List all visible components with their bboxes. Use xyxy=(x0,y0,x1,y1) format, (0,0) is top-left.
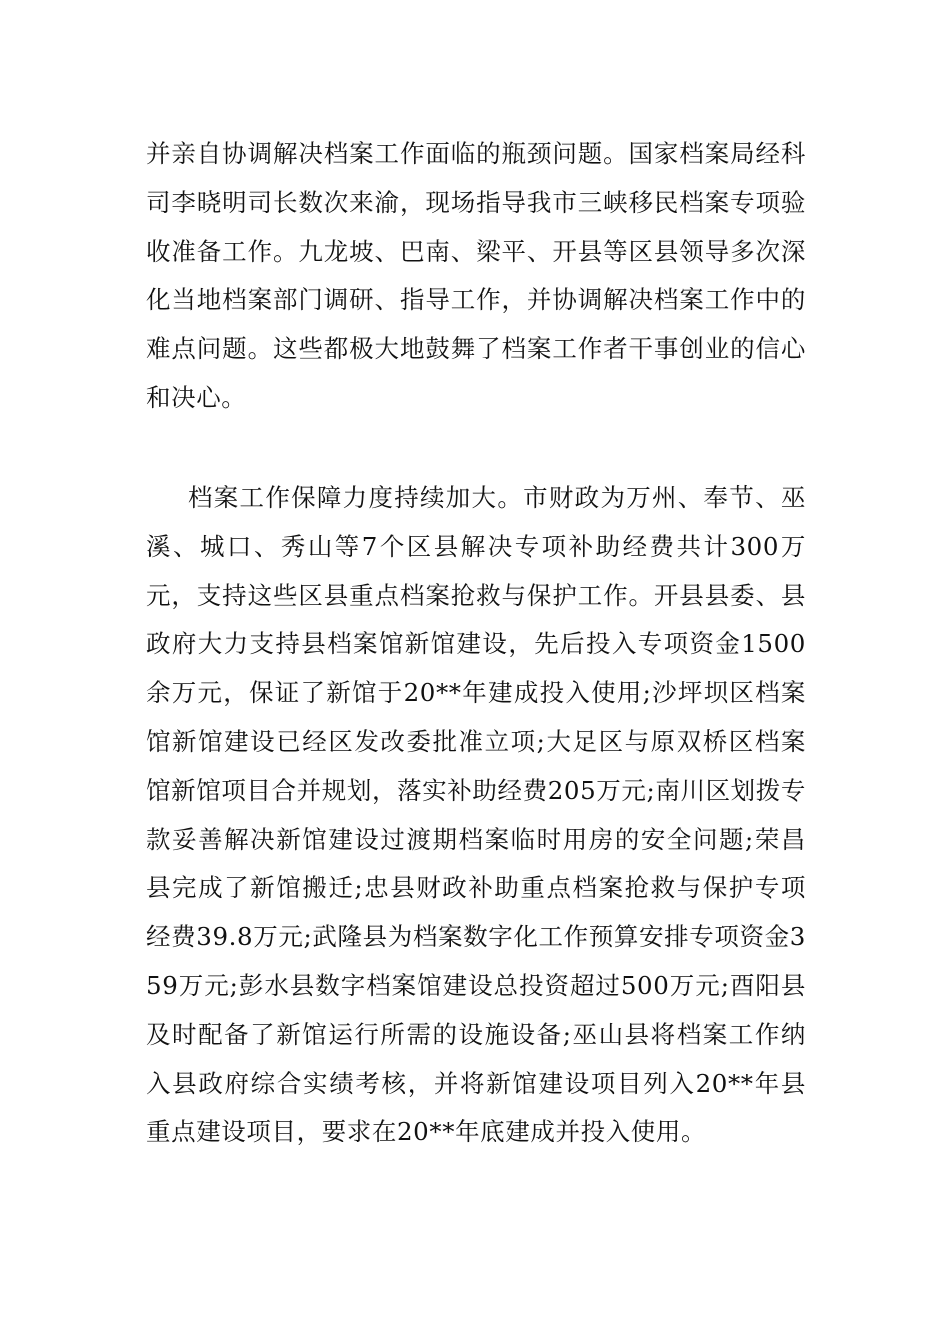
paragraph-continuation: 并亲自协调解决档案工作面临的瓶颈问题。国家档案局经科司李晓明司长数次来渝，现场指导我市三峡移民档案专项验收准备工作。九龙坡、巴南、梁平、开县等区县领导多次深化当地档案部门调研、指导工作，并协调解决档案工作中的难点问题。这些都极大地鼓舞了档案工作者干事创业的信心和决心。 xyxy=(146,139,806,412)
paragraph-archive-funding: 档案工作保障力度持续加大。市财政为万州、奉节、巫溪、城口、秀山等7个区县解决专项补助经费共计300万元，支持这些区县重点档案抢救与保护工作。开县县委、县政府大力支持县档案馆新馆建设，先后投入专项资金1500余万元，保证了新馆于20**年建成投入使用;沙坪坝区档案馆新馆建设已经区发改委批准立项;大足区与原双桥区档案馆新馆项目合并规划，落实补助经费205万元;南川区划拨专款妥善解决新馆建设过渡期档案临时用房的安全问题;荣昌县完成了新馆搬迁;忠县财政补助重点档案抢救与保护专项经费39.8万元;武隆县为档案数字化工作预算安排专项资金359万元;彭水县数字档案馆建设总投资超过500万元;酉阳县及时配备了新馆运行所需的设施设备;巫山县将档案工作纳入县政府综合实绩考核，并将新馆建设项目列入20**年县重点建设项目，要求在20**年底建成并投入使用。 xyxy=(146,483,806,1147)
